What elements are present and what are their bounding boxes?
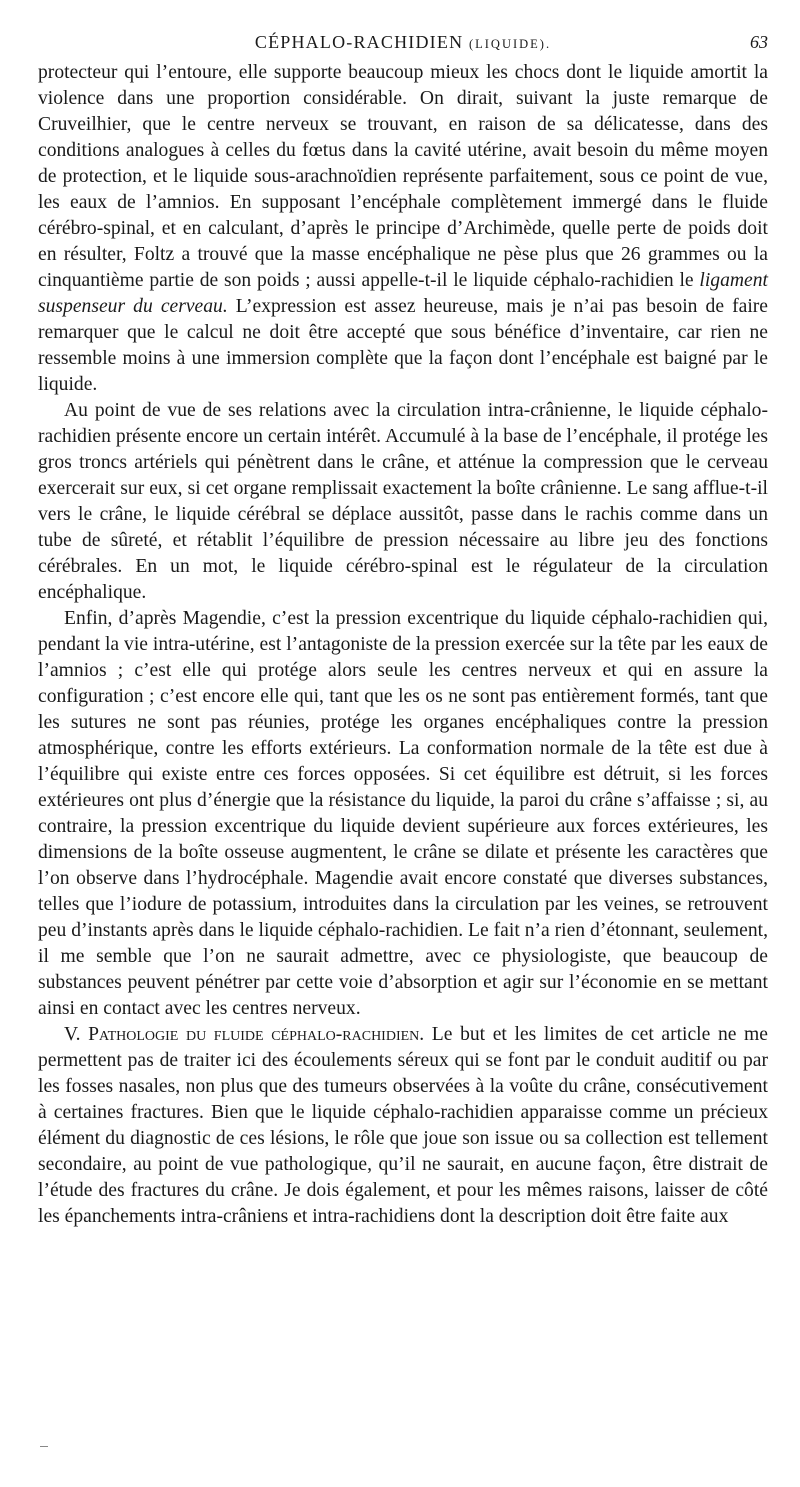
page-number: 63 <box>750 32 768 52</box>
paragraph-1-emphasis: ligament suspenseur du cerveau. <box>38 270 768 317</box>
paragraph-1-text-start: protecteur qui l’entoure, elle supporte beaucoup mieux les chocs dont le liquide amortit la violence dans une proportion considérable. On dirait, suivant la juste remarque de Cruveilhier, que le centre nerveux se trouvant, en raison de sa délicatesse, dans des conditions analogues à celles du fœtus dans la cavité utérine, avait besoin du même moyen de protection, et le liquide sous-arachnoïdien représente parfaitement, sous ce point de vue, les eaux de l’amnios. En supposant l’encéphale complètement immergé dans le fluide cérébro-spinal, et en calculant, d’après le principe d’Archimède, quelle perte de poids doit en résulter, Foltz a trouvé que la masse encéphalique ne pèse plus que 26 grammes ou la cinquantième partie de son poids ; aussi appelle-t-il le liquide céphalo-rachidien le <box>38 62 768 291</box>
running-title-sub: (LIQUIDE). <box>468 37 552 51</box>
paragraph-4 <box>38 1022 768 1230</box>
paragraph-1 <box>38 60 768 398</box>
section-heading: V. Pathologie du fluide céphalo-rachidien. <box>64 1024 425 1045</box>
running-title-main: CÉPHALO-RACHIDIEN <box>254 32 464 52</box>
document-page <box>38 32 768 1230</box>
paragraph-1-text-end: L’expression est assez heureuse, mais je n’ai pas besoin de faire remarquer que le calcul ne doit être accepté que sous bénéfice d’inventaire, car rien ne ressemble moins à une immersion complète que la façon dont l’encéphale est baigné par le liquide. <box>38 296 768 395</box>
margin-mark <box>40 1446 48 1447</box>
paragraph-3: Enfin, d’après Magendie, c’est la pression excentrique du liquide céphalo-rachidien qui, pendant la vie intra-utérine, est l’antagoniste de la pression exercée sur la tête par les eaux de l’amnios ; c’est elle qui protége alors seule les centres nerveux et qui en assure la configuration ; c’est encore elle qui, tant que les os ne sont pas entièrement formés, tant que les sutures ne sont pas réunies, protége les organes encéphaliques contre la pression atmosphérique, contre les efforts extérieurs. La conformation normale de la tête est due à l’équilibre qui existe entre ces forces opposées. Si cet équilibre est détruit, si les forces extérieures ont plus d’énergie que la résistance du liquide, la paroi du crâne s’affaisse ; si, au contraire, la pression excentrique du liquide devient supérieure aux forces extérieures, les dimensions de la boîte osseuse augmentent, le crâne se dilate et présente les caractères que l’on observe dans l’hydrocéphale. Magendie avait encore constaté que diverses substances, telles que l’iodure de potassium, introduites dans la circulation par les veines, se retrouvent peu d’instants après dans le liquide céphalo-rachidien. Le fait n’a rien d’étonnant, seulement, il me semble que l’on ne saurait admettre, avec ce physiologiste, que beaucoup de substances peuvent pénétrer par cette voie d’absorption et agir sur l’économie en se mettant ainsi en contact avec les centres nerveux. <box>38 608 768 1019</box>
running-title <box>38 32 768 53</box>
paragraph-2: Au point de vue de ses relations avec la circulation intra-crânienne, le liquide céphalo-rachidien présente encore un certain intérêt. Accumulé à la base de l’encéphale, il protége les gros troncs artériels qui pénètrent dans le crâne, et atténue la compression que le cerveau exercerait sur eux, si cet organe remplissait exactement la boîte crânienne. Le sang afflue-t-il vers le crâne, le liquide cérébral se déplace aussitôt, passe dans le rachis comme dans un tube de sûreté, et rétablit l’équilibre de pression nécessaire au libre jeu des fonctions cérébrales. En un mot, le liquide cérébro-spinal est le régulateur de la circulation encéphalique. <box>38 400 768 603</box>
running-head <box>38 32 768 54</box>
body-text <box>38 60 768 1230</box>
paragraph-4-text: Le but et les limites de cet article ne me permettent pas de traiter ici des écoulements séreux qui se font par le conduit auditif ou par les fosses nasales, non plus que des tumeurs observées à la voûte du crâne, consécutivement à certaines fractures. Bien que le liquide céphalo-rachidien apparaisse comme un précieux élément du diagnostic de ces lésions, le rôle que joue son issue ou sa collection est tellement secondaire, au point de vue pathologique, qu’il ne saurait, en aucune façon, être distrait de l’étude des fractures du crâne. Je dois également, et pour les mêmes raisons, laisser de côté les épanchements intra-crâniens et intra-rachidiens dont la description doit être faite aux <box>38 1024 768 1227</box>
